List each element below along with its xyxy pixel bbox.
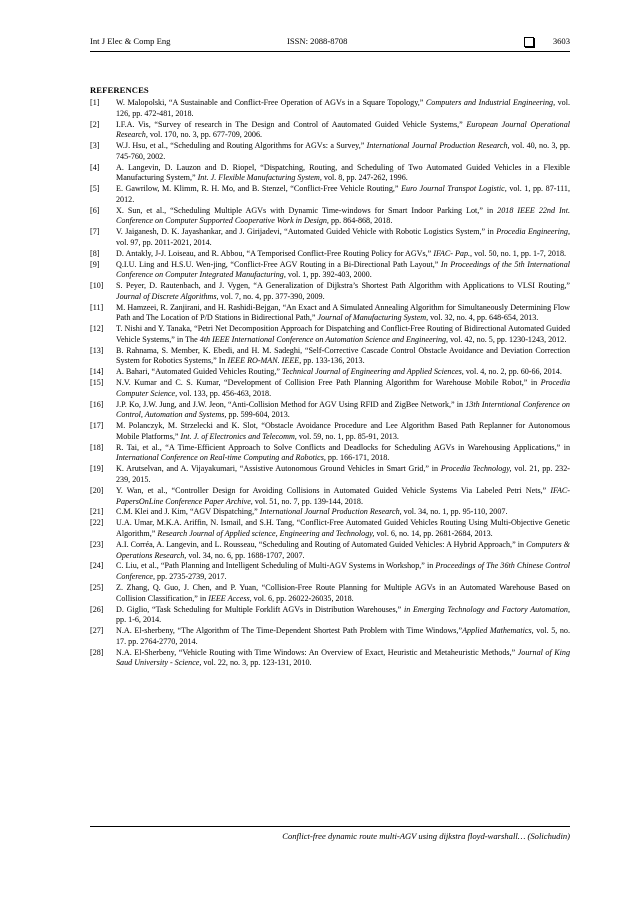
footer-rule — [90, 826, 570, 827]
reference-details: vol. 42, no. 5, pp. 1230-1243, 2012. — [448, 334, 567, 344]
reference-text: M. Polanczyk, M. Strzelecki and K. Slot, “Obstacle Avoidance Procedure and Lee Algorithm Based Path Replanner for Autonomous Mobile Platforms,” — [116, 421, 570, 441]
section-title: REFERENCES — [90, 85, 149, 95]
reference-item — [90, 507, 570, 518]
checkbox-square-icon — [524, 37, 534, 47]
reference-text: W. Malopolski, “A Sustainable and Conflict-Free Operation of AGVs in a Square Topology,” — [116, 98, 426, 107]
reference-source: in Emerging Technology and Factory Automation, — [403, 604, 570, 614]
reference-text: J.P. Ko, J.W. Jung, and J.W. Jeon, “Anti-Collision Method for AGV Using RFID and ZigBee Network,” in — [116, 399, 466, 409]
reference-item — [90, 443, 570, 464]
reference-text: A. Langevin, D. Lauzon and D. Riopel, “Dispatching, Routing, and Scheduling of Two Automated Guided Vehicles in a Flexible Manufacturing System,” — [116, 162, 570, 183]
reference-source: Computers & Operations Research, — [116, 539, 570, 560]
page-header — [90, 36, 570, 50]
journal-name: Int J Elec & Comp Eng — [90, 36, 171, 46]
reference-number: [23] — [90, 539, 104, 549]
reference-item — [90, 626, 570, 647]
reference-item — [90, 163, 570, 184]
reference-details: vol. 32, no. 4, pp. 648-654, 2013. — [428, 313, 539, 323]
reference-number: [10] — [90, 281, 104, 291]
reference-details: vol. 6, pp. 26022-26035, 2018. — [251, 593, 354, 603]
reference-number: [27] — [90, 626, 104, 636]
reference-number: [7] — [90, 227, 100, 237]
reference-number: [6] — [90, 205, 100, 215]
reference-details: vol. 126, pp. 472-481, 2018. — [116, 98, 571, 118]
reference-item — [90, 421, 570, 442]
reference-details: vol. 21, pp. 232-239, 2015. — [116, 464, 570, 484]
reference-number: [17] — [90, 421, 104, 431]
reference-text: D. Giglio, “Task Scheduling for Multiple Forklift AGVs in Distribution Warehouses,” — [116, 604, 404, 614]
reference-text: D. Antakly, J-J. Loiseau, and R. Abbou, “A Temporised Conflict-Free Routing Policy for AGVs,” — [116, 248, 434, 258]
reference-number: [13] — [90, 345, 104, 355]
reference-text: V. Jaiganesh, D. K. Jayashankar, and J. Girijadevi, “Automated Guided Vehicle with Robotic Logistics System,” in — [116, 227, 497, 237]
reference-source: Int. J. of Electronics and Telecomm, — [180, 431, 297, 441]
reference-source: Technical Journal of Engineering and Applied Sciences, — [281, 367, 464, 377]
reference-item — [90, 206, 570, 227]
reference-number: [14] — [90, 367, 104, 377]
reference-details: vol. 1, pp. 87-111, 2012. — [116, 184, 571, 204]
reference-number: [4] — [90, 162, 100, 172]
reference-text: A. Bahari, “Automated Guided Vehicles Routing,” — [116, 367, 282, 377]
reference-text: Q.I.U. Ling and H.S.U. Wen-jing, “Conflict-Free AGV Routing in a Bi-Directional Path Layout,” — [116, 259, 441, 269]
reference-source: Procedia Computer Science, — [116, 378, 570, 398]
reference-details: vol. 59, no. 1, pp. 85-91, 2013. — [296, 431, 399, 441]
reference-source: International Conference on Real-time Computing and Robotics, — [116, 453, 326, 463]
reference-item — [90, 227, 570, 248]
reference-number: [11] — [90, 302, 104, 312]
reference-text: A.I. Corréa, A. Langevin, and L. Rousseau, “Scheduling and Routing of Automated Guided Vehicles: A Hybrid Approach,” in — [116, 539, 527, 549]
page-number: 3603 — [552, 36, 570, 46]
reference-number: [22] — [90, 518, 104, 528]
reference-details: pp. 1-6, 2014. — [116, 615, 162, 625]
reference-item — [90, 367, 570, 378]
reference-details: vol. 34, no. 1, pp. 95-110, 2007. — [401, 507, 508, 517]
reference-text: M. Hamzeei, R. Zanjirani, and H. Rashidi-Bejgan, “An Exact and A Simulated Annealing Algorithm for Simultaneously Determining Flow Path and The Location of P/D Stations in Bidirectional Path,” — [116, 302, 570, 323]
reference-item — [90, 518, 570, 539]
reference-text: C.M. Klei and J. Kim, “AGV Dispatching,” — [116, 507, 260, 517]
reference-number: [19] — [90, 464, 104, 474]
reference-source: Computers and Industrial Engineering, — [425, 98, 556, 107]
reference-details: vol. 170, no. 3, pp. 677-709, 2006. — [147, 130, 263, 140]
reference-text: N.A. El-sherbeny, “The Algorithm of The Time-Dependent Shortest Path Problem with Time Windows,” — [116, 626, 463, 636]
reference-item — [90, 260, 570, 281]
reference-details: vol. 34, no. 6, pp. 1688-1707, 2007. — [186, 550, 305, 560]
reference-number: [21] — [90, 507, 104, 517]
reference-text: T. Nishi and Y. Tanaka, “Petri Net Decomposition Approach for Dispatching and Conflict-Free Routing of Bidirectional Automated Guided Vehicle Systems,” in The — [116, 324, 570, 344]
reference-text: N.V. Kumar and C. S. Kumar, “Development of Collision Free Path Planning Algorithm for Warehouse Mobile Robot,” in — [116, 378, 541, 388]
reference-number: [26] — [90, 604, 104, 614]
reference-source: Procedia Engineering, — [496, 227, 570, 237]
reference-number: [16] — [90, 399, 104, 409]
reference-text: Z. Zhang, Q. Guo, J. Chen, and P. Yuan, “Collision-Free Route Planning for Multiple AGVs in an Automated Warehouse Based on Collision Classification,” in — [116, 582, 570, 603]
reference-source: Journal of Discrete Algorithms, — [116, 291, 219, 301]
reference-item — [90, 605, 570, 626]
reference-details: vol. 50, no. 1, pp. 1-7, 2018. — [472, 248, 567, 258]
reference-item — [90, 281, 570, 302]
reference-source: Proceedings of The 36th Chinese Control Conference, — [116, 561, 571, 582]
reference-number: [25] — [90, 582, 104, 592]
reference-item — [90, 540, 570, 561]
reference-details: pp. 864-868, 2018. — [328, 216, 393, 226]
reference-number: [8] — [90, 248, 100, 258]
reference-item — [90, 303, 570, 324]
reference-text: I.F.A. Vis, “Survey of research in The Design and Control of Aautomated Guided Vehicle Systems,” — [116, 119, 467, 129]
reference-details: vol. 97, pp. 2011-2021, 2014. — [116, 237, 212, 247]
reference-details: vol. 6, no. 14, pp. 2681-2684, 2013. — [374, 528, 493, 538]
reference-source: IFAC- Pap., — [433, 248, 473, 258]
reference-details: vol. 5, no. 17. pp. 2764-2770, 2014. — [116, 626, 571, 646]
reference-item — [90, 184, 570, 205]
reference-text: B. Rahnama, S. Member, K. Ebedi, and H. M. Sadeghi, “Self-Corrective Cascade Control Obstacle Avoidance and Deviation Correction System for Robotics Systems,” In — [116, 345, 570, 366]
reference-source: 13th Interntional Conference on Control, Automation and Systems, — [116, 399, 570, 420]
reference-source: IFAC-PapersOnLine Conference Paper Archive, — [116, 485, 570, 506]
reference-source: Journal of King Saud University - Science, — [116, 647, 570, 668]
references-section — [90, 85, 570, 669]
reference-details: vol. 22, no. 3, pp. 123-131, 2010. — [201, 658, 312, 668]
reference-details: pp. 599-604, 2013. — [226, 410, 290, 420]
reference-number: [18] — [90, 442, 104, 452]
reference-number: [5] — [90, 184, 100, 194]
reference-item — [90, 141, 570, 162]
reference-number: [20] — [90, 485, 104, 495]
issn: ISSN: 2088-8708 — [287, 36, 348, 46]
reference-source: European Journal Operational Research, — [116, 119, 570, 140]
reference-details: pp. 166-171, 2018. — [325, 453, 390, 463]
reference-number: [2] — [90, 119, 100, 129]
reference-item — [90, 464, 570, 485]
reference-details: pp. 133-136, 2013. — [301, 356, 365, 366]
reference-details: pp. 2735-2739, 2017. — [155, 572, 227, 582]
reference-source: 2018 IEEE 22nd Int. Conference on Computer Supported Cooperative Work in Design, — [116, 205, 570, 226]
reference-details: vol. 133, pp. 456-463, 2018. — [177, 388, 272, 398]
reference-number: [12] — [90, 324, 104, 334]
reference-details: vol. 4, no. 2, pp. 60-66, 2014. — [463, 367, 562, 377]
page-footer: Conflict-free dynamic route multi-AGV using dijkstra floyd-warshall… (Solichudin) — [282, 831, 570, 841]
reference-text: X. Sun, et al., “Scheduling Multiple AGVs with Dynamic Time-windows for Smart Indoor Parking Lot,” in — [116, 205, 498, 215]
reference-source: In Proceedings of the 5th International Conference on Computer Integrated Manufacturing, — [116, 259, 570, 280]
reference-source: IEEE RO-MAN. IEEE, — [227, 356, 302, 366]
reference-details: vol. 7, no. 4, pp. 377-390, 2009. — [218, 291, 325, 301]
reference-item — [90, 324, 570, 345]
reference-source: Research Journal of Applied science, Engineering and Technology, — [157, 528, 375, 538]
reference-number: [15] — [90, 378, 104, 388]
reference-number: [1] — [90, 98, 100, 107]
reference-text: E. Gawrilow, M. Klimm, R. H. Mo, and B. Stenzel, “Conflict-Free Vehicle Routing,” — [116, 184, 402, 194]
reference-item — [90, 346, 570, 367]
reference-source: International Journal Production Research, — [259, 507, 402, 517]
reference-details: vol. 51, no. 7, pp. 139-144, 2018. — [252, 496, 363, 506]
reference-item — [90, 583, 570, 604]
reference-item — [90, 486, 570, 507]
reference-details: vol. 40, no. 3, pp. 745-760, 2002. — [116, 141, 570, 161]
reference-number: [3] — [90, 141, 100, 151]
reference-item — [90, 648, 570, 669]
reference-text: R. Tai, et al., “A Time-Efficient Approach to Solve Conflicts and Deadlocks for Scheduling AGVs in Warehousing Applications,” in — [116, 442, 570, 452]
reference-source: Procedia Technology, — [440, 464, 512, 474]
reference-text: W.J. Hsu, et al., “Scheduling and Routing Algorithms for AGVs: a Survey,” — [116, 141, 367, 151]
reference-item — [90, 378, 570, 399]
reference-details: vol. 1, pp. 392-403, 2000. — [285, 270, 372, 280]
reference-text: S. Peyer, D. Rautenbach, and J. Vygen, “A Generalization of Dijkstra’s Shortest Path Algorithm with Applications to VLSI Routing,” — [116, 281, 570, 291]
reference-text: N.A. El-Sherbeny, “Vehicle Routing with Time Windows: An Overview of Exact, Heuristic and Metaheuristic Methods,” — [116, 647, 518, 657]
reference-source: International Journal Production Research, — [366, 141, 510, 151]
reference-source: 4th IEEE International Conference on Automation Science and Engineering, — [199, 334, 449, 344]
reference-item — [90, 249, 570, 260]
reference-source: Applied Mathematics, — [462, 626, 534, 636]
reference-source: Euro Journal Transpot Logistic, — [401, 184, 507, 194]
reference-item — [90, 400, 570, 421]
reference-number: [9] — [90, 259, 100, 269]
reference-text: Y. Wan, et al., “Controller Design for Avoiding Collisions in Automated Guided Vehicle Systems Via Labeled Petri Nets,” — [116, 485, 551, 495]
reference-number: [28] — [90, 647, 104, 657]
reference-text: C. Liu, et al., “Path Planning and Intelligent Scheduling of Multi-AGV Systems in Workshop,” in — [116, 561, 436, 571]
reference-text: U.A. Umar, M.K.A. Ariffin, N. Ismail, and S.H. Tang, “Conflict-Free Automated Guided Vehicles Routing Using Multi-Objective Genetic Algorithm,” — [116, 518, 570, 538]
reference-details: vol. 8, pp. 247-262, 1996. — [321, 173, 408, 183]
reference-item — [90, 120, 570, 141]
reference-item — [90, 561, 570, 582]
reference-list — [90, 98, 570, 669]
reference-number: [24] — [90, 561, 104, 571]
reference-item — [90, 98, 570, 119]
reference-source: Int. J. Flexible Manufacturing System, — [197, 173, 322, 183]
reference-text: K. Arutselvan, and A. Vijayakumari, “Assistive Autonomous Ground Vehicles in Smart Grid,” in — [116, 464, 441, 474]
reference-source: Journal of Manufacturing System, — [317, 313, 429, 323]
reference-source: IEEE Access, — [208, 593, 252, 603]
header-rule — [90, 51, 570, 52]
